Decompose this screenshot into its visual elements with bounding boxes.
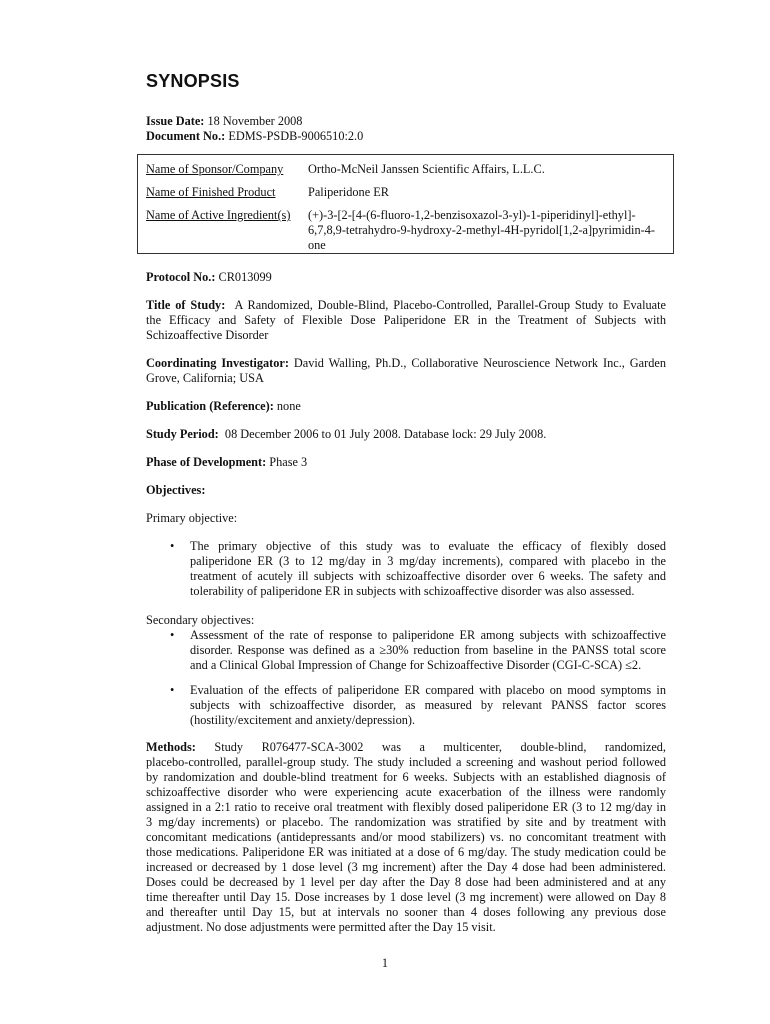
bullet-line: subjects with schizoaffective disorder, as measured by relevant PANSS factor scores (190, 698, 666, 712)
bullet-line: treatment of acutely ill subjects with schizoaffective disorder over 6 weeks. The safety and (190, 569, 666, 583)
study-period-value: 08 December 2006 to 01 July 2008. Database lock: 29 July 2008. (224, 427, 547, 441)
bullet-line: tolerability of paliperidone ER in subjects with schizoaffective disorder was also assessed. (190, 584, 635, 598)
study-title-line: the Efficacy and Safety of Flexible Dose Paliperidone ER in the Treatment of Subjects with (146, 313, 666, 327)
product-value: Paliperidone ER (308, 185, 389, 199)
study-period-line (146, 427, 666, 442)
bullet-dot: • (170, 539, 175, 553)
coordinating-line: Grove, California; USA (146, 371, 264, 385)
publication-value: none (276, 399, 301, 413)
bullet-line: (hostility/excitement and anxiety/depression). (190, 713, 416, 727)
study-period-label: Study Period: (146, 427, 219, 441)
bullet-line: Assessment of the rate of response to paliperidone ER among subjects with schizoaffective (190, 628, 666, 642)
study-title-line (146, 298, 666, 313)
methods-line: 3 mg/day increments) or placebo. The randomization was stratified by site and by treatment with (146, 815, 666, 829)
methods-line: time thereafter until Day 15. Dose increases by 1 dose level (3 mg increment) were allowed on Day 8 (146, 890, 666, 904)
bullet-line: The primary objective of this study was to evaluate the efficacy of flexibly dosed (190, 539, 666, 553)
protocol-label: Protocol No.: (146, 270, 216, 284)
methods-line: those medications. Paliperidone ER was initiated at a dose of 6 mg/day. The study medication could be (146, 845, 666, 859)
bullet-dot: • (170, 628, 175, 642)
secondary-objective-bullet-2 (190, 683, 666, 728)
methods-line: assigned in a 2:1 ratio to receive oral treatment with flexibly dosed paliperidone ER (3 to 12 mg/day in (146, 800, 666, 814)
ingredient-line: 6,7,8,9-tetrahydro-9-hydroxy-2-methyl-4H-pyridol[1,2-a]pyrimidin-4- (308, 223, 655, 237)
coordinating-label: Coordinating Investigator: (146, 356, 289, 370)
phase-label: Phase of Development: (146, 455, 267, 469)
primary-objective-heading: Primary objective: (146, 511, 238, 525)
issue-block (146, 114, 363, 144)
study-title-label: Title of Study: (146, 298, 226, 312)
methods-line: increased or decreased by 1 dose level (3 mg increment) after the Day 4 dose had been administered. (146, 860, 666, 874)
methods-line: adjustment. No dose adjustments were permitted after the Day 15 visit. (146, 920, 496, 934)
objectives-heading: Objectives: (146, 483, 206, 497)
study-title-text: A Randomized, Double-Blind, Placebo-Controlled, Parallel-Group Study to Evaluate (234, 298, 666, 312)
document-number-label: Document No.: (146, 129, 226, 143)
document-number-value: EDMS-PSDB-9006510:2.0 (228, 129, 364, 143)
bullet-line: Evaluation of the effects of paliperidone ER compared with placebo on mood symptoms in (190, 683, 666, 697)
synopsis-heading: SYNOPSIS (146, 71, 240, 91)
ingredient-line: (+)-3-[2-[4-(6-fluoro-1,2-benzisoxazol-3-yl)-1-piperidinyl]-ethyl]- (308, 208, 636, 222)
coordinating-line (146, 356, 666, 371)
sponsor-label: Name of Sponsor/Company (146, 162, 284, 176)
methods-line: placebo-controlled, parallel-group study. The study included a screening and washout period followed (146, 755, 666, 769)
phase-value: Phase 3 (269, 455, 308, 469)
methods-section (146, 740, 666, 935)
bullet-line: and a Clinical Global Impression of Change for Schizoaffective Disorder (CGI-C-SCA) ≤2. (190, 658, 642, 672)
methods-line: by randomization and double-blind treatment for 6 weeks. Subjects with an established diagnosis of (146, 770, 666, 784)
publication-line (146, 399, 666, 414)
coordinating-investigator-section (146, 356, 666, 386)
ingredient-label: Name of Active Ingredient(s) (146, 208, 291, 222)
methods-first-line: Study R076477-SCA-3002 was a multicenter, double-blind, randomized, (214, 740, 667, 754)
methods-line: schizoaffective disorder who were experiencing acute exacerbation of the illness were randomly (146, 785, 666, 799)
issue-date-line (146, 114, 363, 129)
page-number: 1 (381, 956, 389, 970)
methods-line: and thereafter until Day 15, but at intervals no sooner than 4 doses following any previous dose (146, 905, 666, 919)
sponsor-value: Ortho-McNeil Janssen Scientific Affairs, L.L.C. (308, 162, 545, 176)
methods-label: Methods: (146, 740, 196, 754)
sponsor-info-table (137, 154, 674, 254)
methods-line (146, 740, 666, 755)
bullet-dot: • (170, 683, 175, 697)
protocol-line (146, 270, 666, 285)
study-title-line: Schizoaffective Disorder (146, 328, 269, 342)
document-number-line (146, 129, 363, 144)
methods-line: Doses could be decreased by 1 level per day after the Day 8 dose had been administered and at any (146, 875, 666, 889)
issue-date-value: 18 November 2008 (207, 114, 303, 128)
methods-line: concomitant medications (antidepressants and/or mood stabilizers) vs. no concomitant treatment with (146, 830, 666, 844)
bullet-line: paliperidone ER (3 to 12 mg/day in 3 mg/day increments), compared with placebo in the (190, 554, 666, 568)
publication-label: Publication (Reference): (146, 399, 274, 413)
primary-objective-bullet (190, 539, 666, 599)
phase-line (146, 455, 666, 470)
coordinating-text: David Walling, Ph.D., Collaborative Neuroscience Network Inc., Garden (293, 356, 666, 370)
product-label: Name of Finished Product (146, 185, 276, 199)
ingredient-value (308, 208, 668, 253)
secondary-objectives-heading: Secondary objectives: (146, 613, 255, 627)
study-title-section (146, 298, 666, 343)
ingredient-line: one (308, 238, 326, 252)
issue-date-label: Issue Date: (146, 114, 205, 128)
protocol-value: CR013099 (218, 270, 272, 284)
secondary-objective-bullet-1 (190, 628, 666, 673)
bullet-line: disorder. Response was defined as a ≥30% reduction from baseline in the PANSS total score (190, 643, 666, 657)
